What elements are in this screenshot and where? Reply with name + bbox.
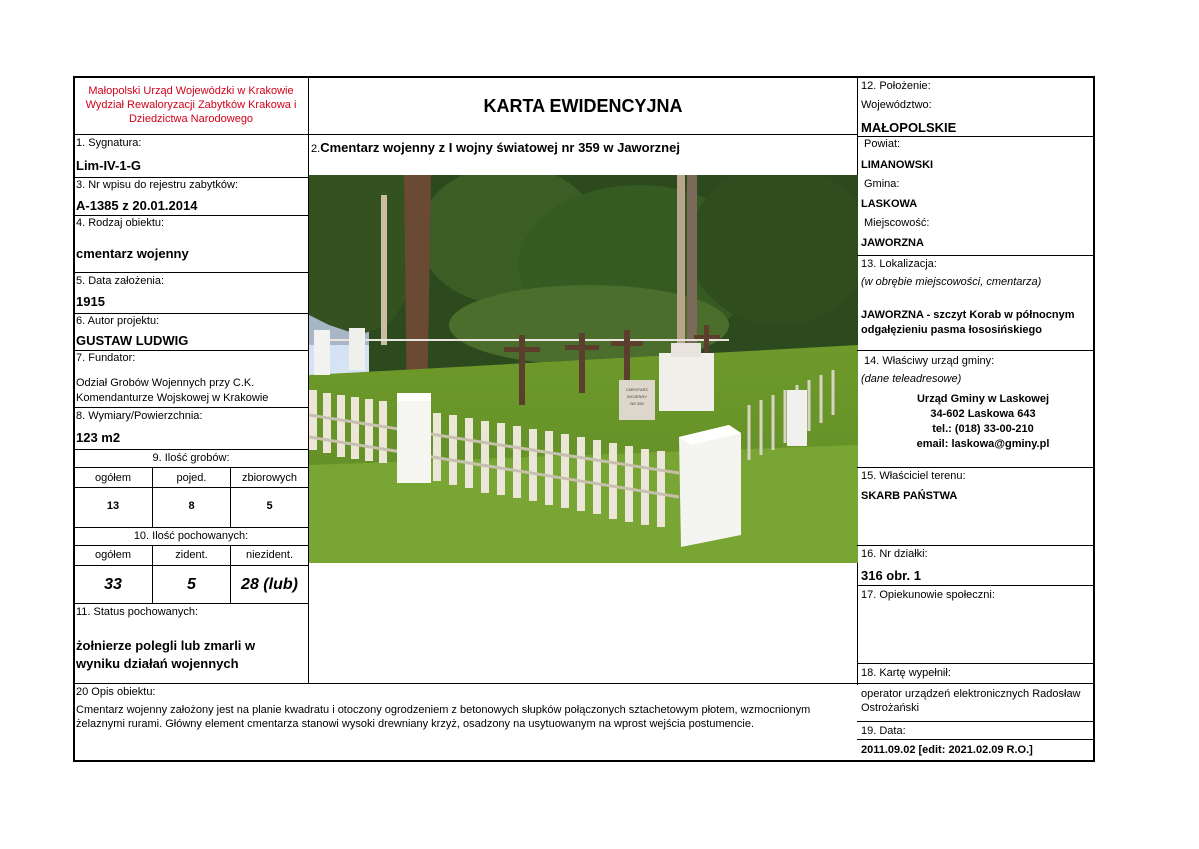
wlasciciel-value: SKARB PAŃSTWA (861, 490, 958, 502)
opis-text: Cmentarz wojenny założony jest na planie kwadratu i otoczony ogrodzeniem z betonowych słupków połączonych sztachetowym płotem, wzmocnionym żelaznymi rurami. Główny element cmentarza stanowi wysoki drewniany krzyż, osadzony na usytuowanym na wprost wejścia postumencie. (76, 704, 811, 730)
rodzaj-label: 4. Rodzaj obiektu: (76, 217, 165, 229)
rodzaj-value: cmentarz wojenny (76, 246, 189, 261)
gmina-value: LASKOWA (861, 198, 918, 210)
data-label: 19. Data: (861, 725, 906, 737)
wypelnil-label: 18. Kartę wypełnił: (861, 667, 951, 679)
wojewodztwo-label: Województwo: (861, 99, 932, 111)
groby-col-ogolem: ogółem (94, 472, 132, 484)
opiekunowie-label: 17. Opiekunowie społeczni: (861, 589, 995, 601)
opis-label: 20 Opis obiektu: (76, 686, 156, 698)
pochowani-col-zident: zident. (175, 549, 208, 561)
pochowani-label: 10. Ilość pochowanych: (133, 530, 249, 542)
urzad-label: 14. Właściwy urząd gminy: (864, 355, 995, 367)
groby-zbiorowych: 5 (266, 500, 273, 512)
status-label: 11. Status pochowanych: (76, 606, 199, 618)
sign-line-3: NR 359 (630, 401, 644, 406)
miejscowosc-value: JAWORZNA (861, 237, 924, 249)
data-value: 2011.09.02 [edit: 2021.02.09 R.O.] (861, 744, 1033, 756)
lokalizacja-value: JAWORZNA - szczyt Korab w północnym odgałęzieniu pasma łososińskiego (861, 309, 1075, 336)
urzad-address: Urząd Gminy w Laskowej 34-602 Laskowa 643 tel.: (018) 33-00-210 email: laskowa@gminy.pl (916, 393, 1050, 450)
dzialka-label: 16. Nr działki: (861, 548, 928, 560)
pochowani-niezident: 28 (lub) (241, 576, 298, 593)
cemetery-photo (309, 175, 858, 563)
wypelnil-value: operator urządzeń elektronicznych Radosław Ostrożański (861, 688, 1081, 714)
groby-label: 9. Ilość grobów: (152, 452, 230, 464)
pochowani-ogolem: 33 (104, 576, 122, 593)
rejestr-label: 3. Nr wpisu do rejestru zabytków: (76, 179, 239, 191)
sign-line-1: CMENTARZ (626, 387, 648, 392)
pochowani-zident: 5 (187, 576, 196, 593)
pochowani-col-niezident: niezident. (245, 549, 294, 561)
status-value: żołnierze polegli lub zmarli w wyniku działań wojennych (76, 638, 256, 671)
groby-ogolem: 13 (106, 500, 120, 512)
wojewodztwo-value: MAŁOPOLSKIE (861, 120, 957, 135)
rejestr-value: A-1385 z 20.01.2014 (76, 198, 198, 213)
wlasciciel-label: 15. Właściciel terenu: (861, 470, 966, 482)
object-name: 2.Cmentarz wojenny z I wojny światowej nr 359 w Jaworznej (311, 140, 680, 155)
powiat-value: LIMANOWSKI (861, 159, 934, 171)
groby-col-pojed: pojed. (176, 472, 207, 484)
wymiary-value: 123 m2 (76, 430, 121, 445)
fundator-label: 7. Fundator: (76, 352, 136, 364)
sygnatura-value: Lim-IV-1-G (76, 158, 142, 173)
data-zalozenia-label: 5. Data założenia: (76, 275, 165, 287)
wymiary-label: 8. Wymiary/Powierzchnia: (76, 410, 203, 422)
urzad-hint: (dane teleadresowe) (861, 373, 962, 385)
groby-col-zbiorowych: zbiorowych (241, 472, 298, 484)
lokalizacja-hint: (w obrębie miejscowości, cmentarza) (861, 276, 1042, 288)
divider (1093, 395, 1095, 467)
office-name: Małopolski Urząd Wojewódzki w Krakowie Wydział Rewaloryzacji Zabytków Krakowa i Dziedzictwa Narodowego (85, 85, 297, 125)
groby-pojed: 8 (188, 500, 195, 512)
lokalizacja-label: 13. Lokalizacja: (861, 258, 937, 270)
polozenie-label: 12. Położenie: (861, 80, 931, 92)
pochowani-col-ogolem: ogółem (94, 549, 132, 561)
dzialka-value: 316 obr. 1 (861, 568, 921, 583)
gmina-label: Gmina: (864, 178, 900, 190)
fundator-value: Odział Grobów Wojennych przy C.K. Komendanturze Wojskowej w Krakowie (76, 377, 269, 404)
sygnatura-label: 1. Sygnatura: (76, 137, 142, 149)
card-title: KARTA EWIDENCYJNA (483, 96, 683, 116)
data-zalozenia-value: 1915 (76, 294, 105, 309)
autor-value: GUSTAW LUDWIG (76, 333, 189, 348)
sign-line-2: WOJENNY (627, 394, 647, 399)
powiat-label: Powiat: (864, 138, 901, 150)
miejscowosc-label: Miejscowość: (864, 217, 930, 229)
autor-label: 6. Autor projektu: (76, 315, 160, 327)
